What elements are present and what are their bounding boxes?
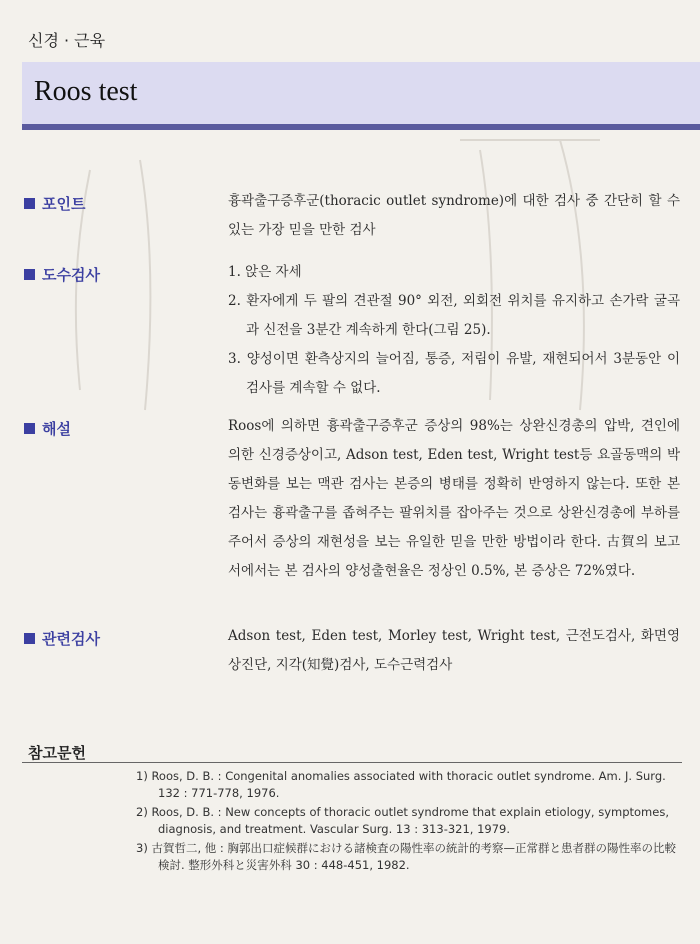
manual-exam-list xyxy=(228,258,680,403)
references-heading: 참고문헌 xyxy=(28,744,86,762)
page-title: Roos test xyxy=(34,76,138,107)
square-bullet-icon xyxy=(24,423,35,434)
point-text: 흉곽출구증후군(thoracic outlet syndrome)에 대한 검사 중 간단히 할 수 있는 가장 믿을 만한 검사 xyxy=(228,193,680,238)
manual-exam-label: 도수검사 xyxy=(24,264,100,285)
list-item: 3. 양성이면 환측상지의 늘어짐, 통증, 저림이 유발, 재현되어서 3분동안 이 검사를 계속할 수 없다. xyxy=(228,351,680,396)
reference-item: 2) Roos, D. B. : New concepts of thoracic outlet syndrome that explain etiology, symptomes, diagnosis, and treatment. Vascular Surg. 13 : 313-321, 1979. xyxy=(136,805,669,836)
title-banner xyxy=(22,62,700,124)
square-bullet-icon xyxy=(24,633,35,644)
square-bullet-icon xyxy=(24,198,35,209)
list-item: 2. 환자에게 두 팔의 견관절 90° 외전, 외회전 위치를 유지하고 손가락 굴곡과 신전을 3분간 계속하게 한다(그림 25). xyxy=(228,293,680,338)
explanation-text: Roos에 의하면 흉곽출구증후군 증상의 98%는 상완신경총의 압박, 견인에 의한 신경증상이고, Adson test, Eden test, Wright test등 요골동맥의 박동변화를 보는 맥관 검사는 본증의 병태를 정확히 반영하지 않는다. 또한 본 검사는 흉곽출구를 좁혀주는 팔위치를 잡아주는 것으로 상완신경총에 부하를 주어서 증상의 재현성을 보는 유일한 믿을 만한 방법이라 한다. 古賀의 보고서에서는 본 검사의 양성출현율은 정상인 0.5%, 본 증상은 72%였다. xyxy=(228,418,680,579)
chapter-label: 신경 · 근육 xyxy=(28,31,106,50)
related-tests-label: 관련검사 xyxy=(24,628,100,649)
list-item: 1. 앉은 자세 xyxy=(228,264,302,280)
references-divider xyxy=(22,762,682,763)
related-tests-text: Adson test, Eden test, Morley test, Wright test, 근전도검사, 화면영상진단, 지각(知覺)검사, 도수근력검사 xyxy=(228,628,680,673)
references-list xyxy=(136,768,684,876)
reference-item: 1) Roos, D. B. : Congenital anomalies associated with thoracic outlet syndrome. Am. J. Surg. 132 : 771-778, 1976. xyxy=(136,769,666,800)
square-bullet-icon xyxy=(24,269,35,280)
point-label: 포인트 xyxy=(24,193,85,214)
explanation-label: 해설 xyxy=(24,418,71,439)
reference-item: 3) 古賀哲二, 他 : 胸郭出口症候群における諸検査の陽性率の統計的考察—正常群と患者群の陽性率の比較検討. 整形外科と災害外科 30 : 448-451, 1982. xyxy=(136,841,676,872)
